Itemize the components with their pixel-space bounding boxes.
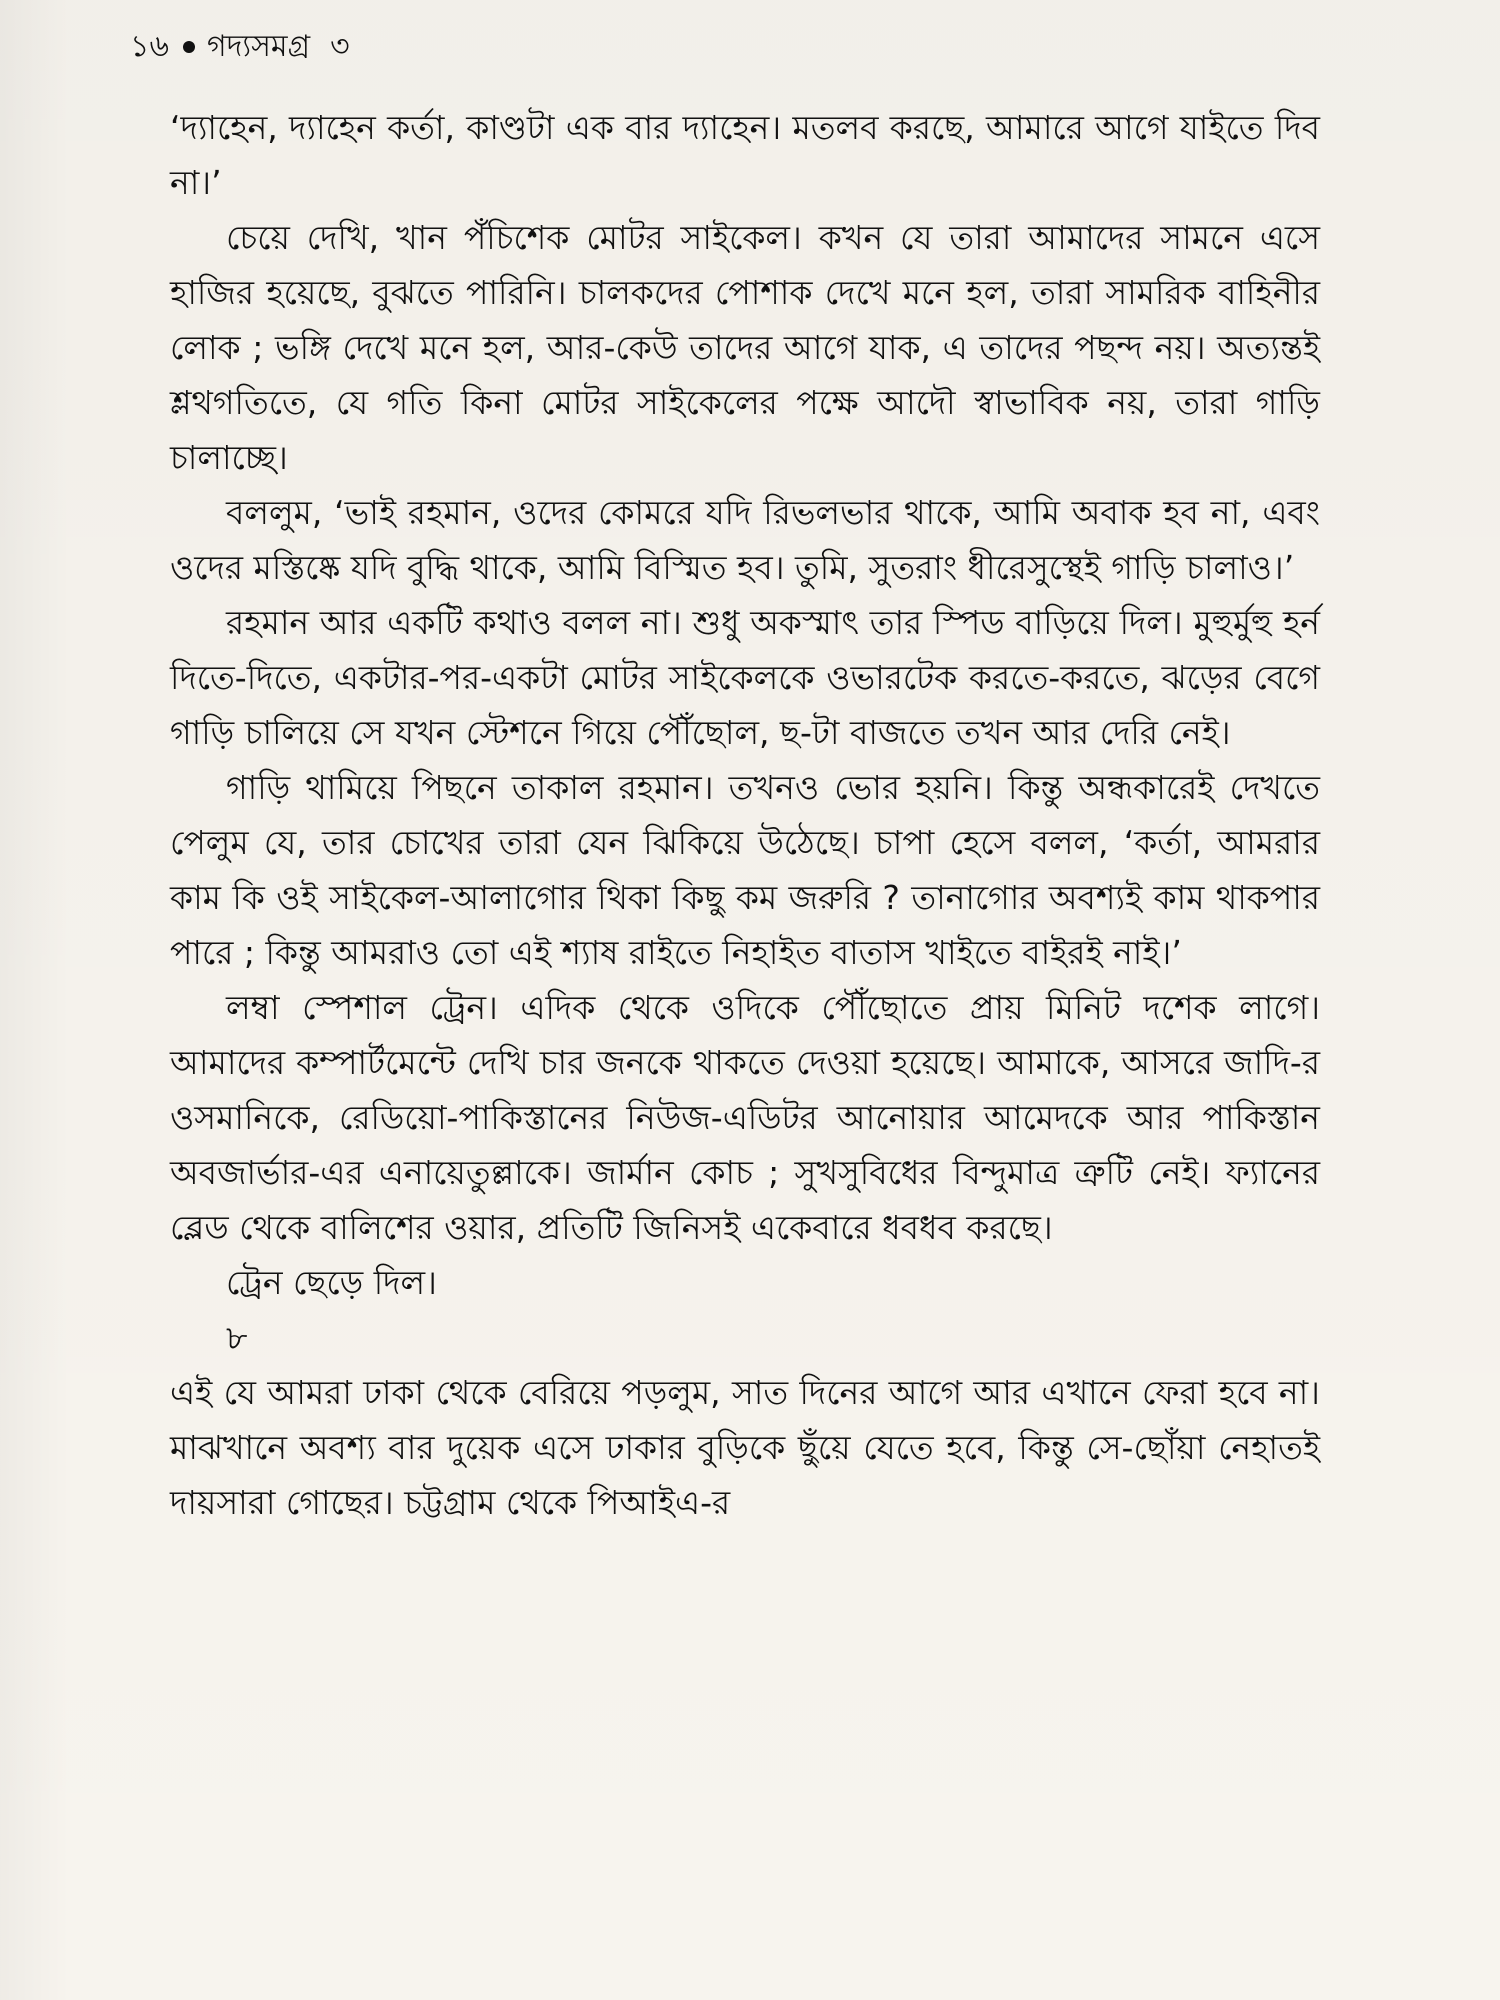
paragraph-motorcycles: চেয়ে দেখি, খান পঁচিশেক মোটর সাইকেল। কখন যে তারা আমাদের সামনে এসে হাজির হয়েছে, বুঝতে পারিনি। চালকদের পোশাক দেখে মনে হল, তারা সামরিক বাহিনীর লোক ; ভঙ্গি দেখে মনে হল, আর-কেউ তাদের আগে যাক, এ তাদের পছন্দ নয়। অত্যন্তই শ্লথগতিতে, যে গতি কিনা মোটর সাইকেলের পক্ষে আদৌ স্বাভাবিক নয়, তারা গাড়ি চালাচ্ছে।	[170, 218, 1320, 477]
running-header	[130, 20, 350, 74]
page-number: ১৬	[130, 29, 169, 64]
bullet-icon	[183, 41, 195, 53]
paragraph-revolver: বললুম, ‘ভাই রহমান, ওদের কোমরে যদি রিভলভার থাকে, আমি অবাক হব না, এবং ওদের মস্তিষ্কে যদি বুদ্ধি থাকে, আমি বিস্মিত হব। তুমি, সুতরাং ধীরেসুস্থেই গাড়ি চালাও।’	[170, 493, 1320, 587]
paragraph-dialogue-1: ‘দ্যাহেন, দ্যাহেন কর্তা, কাণ্ডটা এক বার দ্যাহেন। মতলব করছে, আমারে আগে যাইতে দিব না।’	[170, 108, 1320, 202]
main-text	[170, 100, 1320, 1960]
section-number: ৮	[226, 1318, 248, 1357]
book-title: গদ্যসমগ্র	[206, 29, 311, 64]
section-paragraph: এই যে আমরা ঢাকা থেকে বেরিয়ে পড়লুম, সাত দিনের আগে আর এখানে ফেরা হবে না। মাঝখানে অবশ্য বার দুয়েক এসে ঢাকার বুড়িকে ছুঁয়ে যেতে হবে, কিন্তু সে-ছোঁয়া নেহাতই দায়সারা গোছের। চট্টগ্রাম থেকে পিআইএ-র	[170, 1373, 1320, 1522]
paragraph-train-departs: ট্রেন ছেড়ে দিল।	[226, 1263, 437, 1302]
volume-number: ৩	[330, 29, 350, 64]
paragraph-overtake: রহমান আর একটি কথাও বলল না। শুধু অকস্মাৎ তার স্পিড বাড়িয়ে দিল। মুহুর্মুহু হর্ন দিতে-দিতে, একটার-পর-একটা মোটর সাইকেলকে ওভারটেক করতে-করতে, ঝড়ের বেগে গাড়ি চালিয়ে সে যখন স্টেশনে গিয়ে পৌঁছোল, ছ-টা বাজতে তখন আর দেরি নেই।	[170, 603, 1320, 752]
paragraph-station: গাড়ি থামিয়ে পিছনে তাকাল রহমান। তখনও ভোর হয়নি। কিন্তু অন্ধকারেই দেখতে পেলুম যে, তার চোখের তারা যেন ঝিকিয়ে উঠেছে। চাপা হেসে বলল, ‘কর্তা, আমরার কাম কি ওই সাইকেল-আলাগোর থিকা কিছু কম জরুরি ? তানাগোর অবশ্যই কাম থাকপার পারে ; কিন্তু আমরাও তো এই শ্যাষ রাইতে নিহাইত বাতাস খাইতে বাইরই নাই।’	[170, 768, 1320, 972]
paragraph-train: লম্বা স্পেশাল ট্রেন। এদিক থেকে ওদিকে পৌঁছোতে প্রায় মিনিট দশেক লাগে। আমাদের কম্পার্টমেন্টে দেখি চার জনকে থাকতে দেওয়া হয়েছে। আমাকে, আসরে জাদি-র ওসমানিকে, রেডিয়ো-পাকিস্তানের নিউজ-এডিটর আনোয়ার আমেদকে আর পাকিস্তান অবজার্ভার-এর এনায়েতুল্লাকে। জার্মান কোচ ; সুখসুবিধের বিন্দুমাত্র ত্রুটি নেই। ফ্যানের ব্লেড থেকে বালিশের ওয়ার, প্রতিটি জিনিসই একেবারে ধবধব করছে।	[170, 988, 1320, 1247]
